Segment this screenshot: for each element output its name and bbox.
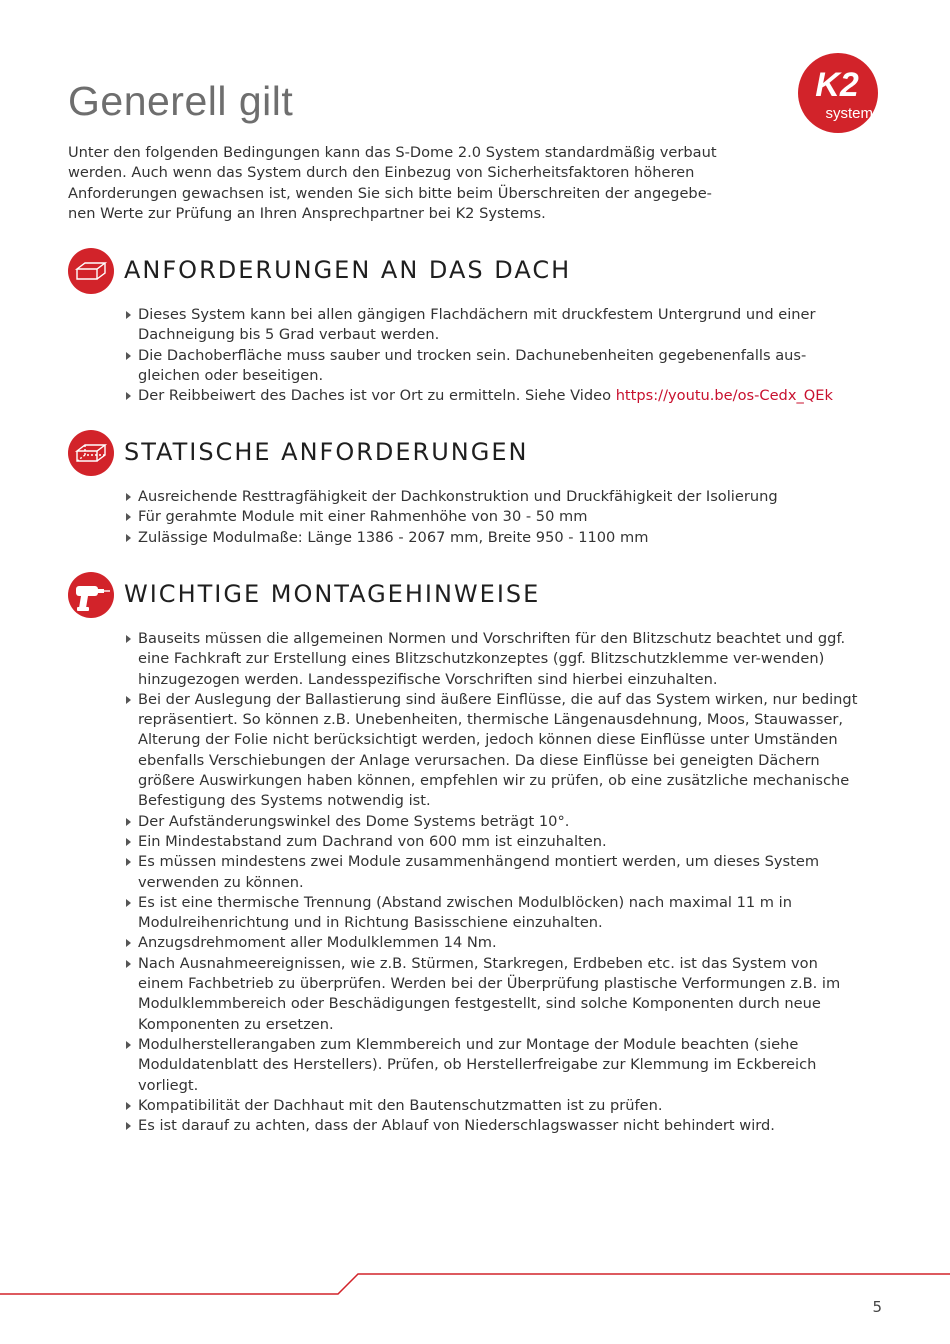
list-item: Bauseits müssen die allgemeinen Normen und Vorschriften für den Blitzschutz beachtet und ggf. eine Fachkraft zur Erstellung eines Blitzschutzkonzeptes (ggf. Blitzschutzklemme ver-wenden) hinzugezogen werden. Landesspezifische Vorschriften sind hierbei einzuhalten. [124, 629, 858, 690]
page-title: Generell gilt [68, 78, 294, 124]
drill-icon [68, 572, 114, 618]
list-item: Es ist darauf zu achten, dass der Ablauf von Niederschlagswasser nicht behindert wird. [124, 1116, 858, 1136]
list-item: Modulherstellerangaben zum Klemmbereich und zur Montage der Module beachten (siehe Moduldatenblatt des Herstellers). Prüfen, ob Herstellerfreigabe zur Klemmung im Eckbereich vorliegt. [124, 1035, 858, 1096]
list-item: Die Dachoberfläche muss sauber und trocken sein. Dachunebenheiten gegebenenfalls aus-gleichen oder beseitigen. [124, 346, 854, 387]
roof-box-icon [68, 248, 114, 294]
logo-sub-text: systems [825, 105, 881, 122]
list-item: Bei der Auslegung der Ballastierung sind äußere Einflüsse, die auf das System wirken, nur bedingt repräsentiert. So können z.B. Unebenheiten, thermische Längenausdehnung, Moos, Stauwasser, Alterung der Folie nicht berücksichtigt werden, jedoch können diese Einflüsse unter Umständen ebenfalls Verschiebungen der Anlage verursachen. Da diese Einflüsse bei geneigten Dächern größere Auswirkungen haben können, empfehlen wir zu prüfen, ob eine zusätzliche mechanische Befestigung des Systems notwendig ist. [124, 690, 858, 812]
list-item: Für gerahmte Module mit einer Rahmenhöhe von 30 - 50 mm [124, 507, 854, 527]
list-item-text: Der Reibbeiwert des Daches ist vor Ort zu ermitteln. Siehe Video [138, 387, 616, 405]
video-link[interactable]: https://youtu.be/os-Cedx_QEk [615, 387, 833, 405]
k2-systems-logo [793, 52, 885, 134]
static-requirements-list [124, 487, 854, 548]
section-heading-static: STATISCHE ANFORDERUNGEN [124, 438, 529, 466]
section-heading-mounting: WICHTIGE MONTAGEHINWEISE [124, 580, 541, 608]
section-heading-roof: ANFORDERUNGEN AN DAS DACH [124, 256, 572, 284]
list-item: Ein Mindestabstand zum Dachrand von 600 mm ist einzuhalten. [124, 832, 858, 852]
list-item: Dieses System kann bei allen gängigen Flachdächern mit druckfestem Untergrund und einer Dachneigung bis 5 Grad verbaut werden. [124, 305, 854, 346]
mounting-notes-list [124, 629, 858, 1136]
footer-divider [0, 1262, 950, 1302]
list-item: Es ist eine thermische Trennung (Abstand zwischen Modulblöcken) nach maximal 11 m in Modulreihenrichtung und in Richtung Basisschiene einzuhalten. [124, 893, 858, 934]
static-box-icon [68, 430, 114, 476]
list-item: Ausreichende Resttragfähigkeit der Dachkonstruktion und Druckfähigkeit der Isolierung [124, 487, 854, 507]
roof-requirements-list [124, 305, 854, 406]
list-item: Es müssen mindestens zwei Module zusammenhängend montiert werden, um dieses System verwenden zu können. [124, 852, 858, 893]
list-item: Zulässige Modulmaße: Länge 1386 - 2067 mm, Breite 950 - 1100 mm [124, 528, 854, 548]
page-number: 5 [872, 1298, 882, 1316]
list-item: Kompatibilität der Dachhaut mit den Bautenschutzmatten ist zu prüfen. [124, 1096, 858, 1116]
list-item [124, 386, 854, 406]
list-item: Anzugsdrehmoment aller Modulklemmen 14 Nm. [124, 933, 858, 953]
logo-main-text: K2 [815, 66, 859, 104]
list-item: Der Aufständerungswinkel des Dome Systems beträgt 10°. [124, 812, 858, 832]
intro-paragraph: Unter den folgenden Bedingungen kann das S-Dome 2.0 System standardmäßig verbaut werden. Auch wenn das System durch den Einbezug von Sicherheitsfaktoren höheren Anforderungen gewachsen ist, wenden Sie sich bitte beim Überschreiten der angegebe-nen Werte zur Prüfung an Ihren Ansprechpartner bei K2 Systems. [68, 144, 717, 222]
list-item: Nach Ausnahmeereignissen, wie z.B. Stürmen, Starkregen, Erdbeben etc. ist das System von einem Fachbetrieb zu überprüfen. Werden bei der Überprüfung plastische Verformungen z.B. im Modulklemmbereich oder Beschädigungen festgestellt, sind solche Komponenten durch neue Komponenten zu ersetzen. [124, 954, 858, 1035]
